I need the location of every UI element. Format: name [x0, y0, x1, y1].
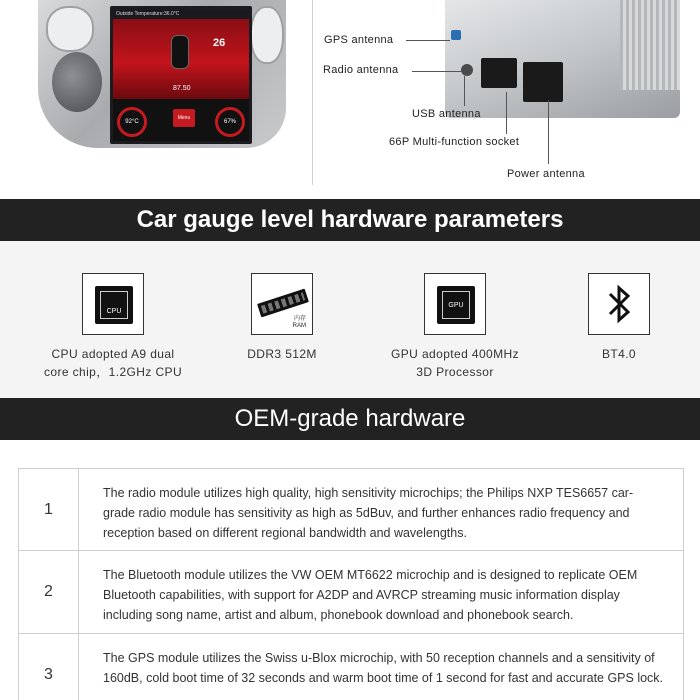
gps-antenna-label: GPS antenna: [324, 34, 394, 46]
car-icon: [171, 35, 189, 69]
feature-label: DDR3 512M: [247, 347, 317, 361]
back-panel-image: [445, 0, 685, 120]
row-number: 2: [19, 551, 79, 633]
screen-status-bar: Outside Temperature:36.0°C: [113, 9, 249, 19]
row-number: 1: [19, 469, 79, 550]
hardware-params-banner: Car gauge level hardware parameters: [0, 199, 700, 241]
usb-socket-icon: [481, 58, 517, 88]
gps-leader-line: [406, 40, 450, 41]
head-unit-image: [30, 0, 286, 150]
power-leader-line: [548, 100, 549, 164]
product-top-section: [0, 0, 700, 200]
power-antenna-label: Power antenna: [507, 168, 585, 180]
screen-temperature: 26: [213, 37, 226, 49]
feature-label: BT4.0: [601, 347, 636, 361]
radio-leader-line: [412, 71, 462, 72]
feature-icons-section: [0, 241, 700, 398]
unit-screen: [110, 6, 252, 144]
left-knob: [52, 52, 102, 112]
feature-cpu: [23, 273, 203, 381]
feature-bluetooth: [529, 273, 700, 363]
screen-main-area: [113, 19, 249, 99]
feature-label: CPU adopted A9 dual core chip，1.2GHz CPU: [43, 347, 183, 379]
usb-antenna-label: USB antenna: [412, 108, 481, 120]
radio-antenna-label: Radio antenna: [323, 64, 399, 76]
bluetooth-icon: [588, 273, 650, 335]
section-divider: [312, 0, 313, 185]
gpu-chip-icon: GPU: [424, 273, 486, 335]
multi-socket-icon: [523, 62, 563, 102]
feature-label: GPU adopted 400MHz 3D Processor: [391, 347, 519, 379]
heatsink: [620, 0, 680, 90]
screen-frequency: 87.50: [173, 85, 191, 92]
fuel-gauge: 67%: [215, 107, 245, 137]
gps-connector-icon: [451, 30, 461, 40]
ram-module-icon: 内存 RAM: [251, 273, 313, 335]
row-description: The GPS module utilizes the Swiss u-Blox microchip, with 50 reception channels and a sensitivity of 160dB, cold boot time of 32 seconds and warm boot time of 1 second for fast and accurate GPS lock.: [103, 651, 664, 685]
left-air-vent: [46, 6, 94, 52]
screen-bottom-bar: [113, 99, 249, 144]
coolant-gauge: 92°C: [117, 107, 147, 137]
table-row: [18, 634, 684, 700]
right-air-vent: [250, 6, 284, 64]
hardware-spec-table: [18, 468, 684, 700]
row-number: 3: [19, 634, 79, 700]
oem-hardware-banner: OEM-grade hardware: [0, 398, 700, 440]
feature-ram: [192, 273, 372, 363]
cpu-chip-icon: CPU: [82, 273, 144, 335]
row-description: The radio module utilizes high quality, high sensitivity microchips; the Philips NXP TES6657 car-grade radio module has sensitivity as high as 5dBuv, and further enhances radio frequency and reception based on different regional bandwidth and wavelengths.: [103, 486, 634, 540]
table-row: [18, 468, 684, 551]
usb-leader-line: [464, 76, 465, 106]
table-row: [18, 551, 684, 634]
multi-socket-label: 66P Multi-function socket: [389, 136, 520, 148]
radio-connector-icon: [461, 64, 473, 76]
menu-button: Menu: [173, 109, 195, 127]
row-description: The Bluetooth module utilizes the VW OEM MT6622 microchip and is designed to replicate OEM Bluetooth capabilities, with support for A2DP and AVRCP streaming music information display including song name, artist and album, phonebook download and phonebook search.: [103, 568, 638, 622]
feature-gpu: [365, 273, 545, 381]
socket-leader-line: [506, 92, 507, 134]
